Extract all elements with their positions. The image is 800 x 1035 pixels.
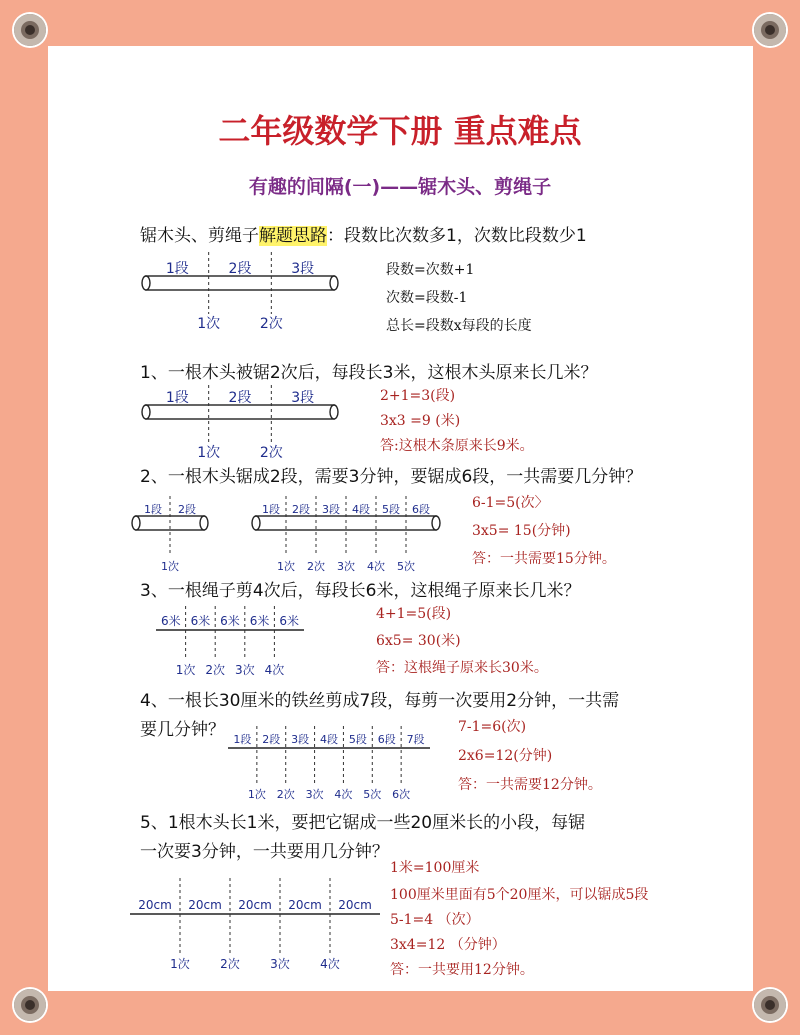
question-4-line-2: 要几分钟？ (140, 720, 225, 740)
segment-label: 20cm (288, 898, 322, 912)
q3-step-1: 4+1=5(段) (376, 606, 452, 622)
segment-label: 5段 (382, 503, 400, 516)
segment-label: 1段 (262, 503, 280, 516)
cut-label: 1次 (161, 560, 179, 573)
formula-2: 次数=段数-1 (386, 290, 468, 306)
segment-label: 3段 (322, 503, 340, 516)
formula-1: 段数=次数+1 (386, 262, 475, 278)
segment-label: 6米 (190, 614, 211, 628)
intro-rest: ：段数比次数多1，次数比段数少1 (327, 226, 587, 246)
q4-step-1: 7-1=6(次) (458, 719, 527, 735)
cut-label: 6次 (392, 788, 411, 801)
segment-label: 6段 (377, 733, 396, 746)
q1-answer: 答:这根木条原来长9米。 (380, 438, 534, 454)
cut-label: 3次 (234, 663, 255, 677)
q1-step-1: 2+1=3(段) (380, 388, 456, 404)
diagram-log-q5 (124, 876, 386, 970)
cut-label: 2次 (276, 788, 295, 801)
formula-3: 总长=段数x每段的长度 (386, 318, 532, 334)
cut-label: 5次 (363, 788, 382, 801)
page-title: 二年级数学下册 重点难点 (218, 112, 582, 150)
segment-label: 1段 (144, 503, 162, 516)
segment-label: 2段 (262, 733, 281, 746)
cut-label: 1次 (175, 663, 196, 677)
cut-label: 2次 (205, 663, 226, 677)
pin-bottom-right (754, 989, 786, 1021)
segment-label: 20cm (238, 898, 272, 912)
segment-label: 1段 (165, 390, 189, 406)
q5-step-4: 3x4=12 （分钟） (390, 937, 506, 953)
question-5-line-2: 一次要3分钟，一共要用几分钟？ (140, 842, 389, 862)
cut-label: 1次 (170, 957, 190, 971)
intro-highlight: 解题思路 (259, 226, 327, 246)
pin-top-left (14, 14, 46, 46)
log-end-left (252, 516, 260, 530)
diagram-rope-q3 (150, 604, 310, 676)
segment-label: 2段 (178, 503, 196, 516)
cut-label: 2次 (307, 560, 325, 573)
cut-label: 4次 (320, 957, 340, 971)
question-5-line-1: 5、1根木头长1米，要把它锯成一些20厘米长的小段，每锯 (140, 813, 586, 833)
question-4-line-1: 4、一根长30厘米的铁丝剪成7段，每剪一次要用2分钟，一共需 (140, 691, 620, 711)
cut-label: 2次 (259, 316, 283, 332)
diagram-log-q1 (140, 383, 340, 459)
q4-step-2: 2x6=12(分钟) (458, 748, 553, 764)
segment-label: 2段 (228, 390, 252, 406)
segment-label: 6米 (160, 614, 181, 628)
q2-answer: 答：一共需要15分钟。 (472, 551, 616, 567)
cut-label: 5次 (397, 560, 415, 573)
segment-label: 6米 (220, 614, 240, 628)
segment-label: 1段 (233, 733, 252, 746)
page-subtitle: 有趣的间隔(一)——锯木头、剪绳子 (248, 176, 552, 198)
diagram-log-intro (140, 250, 340, 330)
q5-step-1: 1米=100厘米 (390, 860, 480, 876)
q5-answer: 答：一共要用12分钟。 (390, 962, 534, 978)
q4-answer: 答：一共需要12分钟。 (458, 777, 602, 793)
cut-label: 2次 (259, 445, 283, 461)
segment-label: 20cm (188, 898, 222, 912)
cut-label: 2次 (220, 957, 240, 971)
q1-step-2: 3x3 =9 (米) (380, 413, 461, 429)
segment-label: 2段 (292, 503, 310, 516)
question-2: 2、一根木头锯成2段，需要3分钟，要锯成6段，一共需要几分钟？ (140, 467, 643, 487)
q5-step-3: 5-1=4 （次） (390, 912, 480, 928)
cut-label: 1次 (197, 445, 221, 461)
log-end-right (432, 516, 440, 530)
segment-label: 3段 (291, 261, 315, 277)
cut-label: 3次 (305, 788, 324, 801)
segment-label: 1段 (165, 261, 189, 277)
cut-label: 3次 (270, 957, 290, 971)
log-body (146, 276, 334, 290)
cut-label: 4次 (264, 663, 285, 677)
diagram-log-q2-large (250, 494, 442, 572)
log-body (146, 405, 334, 419)
cut-label: 1次 (197, 316, 221, 332)
log-end-right (200, 516, 208, 530)
q3-answer: 答：这根绳子原来长30米。 (376, 660, 548, 676)
segment-label: 6米 (249, 614, 270, 628)
segment-label: 4段 (320, 733, 338, 746)
q2-step-1: 6-1=5(次〉 (472, 495, 549, 511)
cut-label: 4次 (334, 788, 353, 801)
cut-label: 1次 (277, 560, 295, 573)
log-end-left (142, 405, 150, 419)
intro-line (140, 221, 587, 246)
segment-label: 20cm (138, 898, 172, 912)
log-end-left (132, 516, 140, 530)
segment-label: 3段 (291, 390, 315, 406)
segment-label: 6段 (412, 503, 430, 516)
log-end-right (330, 405, 338, 419)
diagram-wire-q4 (222, 724, 436, 800)
segment-label: 7段 (406, 733, 425, 746)
question-3: 3、一根绳子剪4次后，每段长6米，这根绳子原来长几米？ (140, 581, 581, 601)
cut-label: 4次 (367, 560, 385, 573)
q3-step-2: 6x5= 30(米) (376, 633, 461, 649)
question-1: 1、一根木头被锯2次后，每段长3米，这根木头原来长几米？ (140, 363, 598, 383)
diagram-log-q2-small (130, 494, 210, 572)
q2-step-2: 3x5= 15(分钟) (472, 523, 571, 539)
segment-label: 5段 (348, 733, 367, 746)
segment-label: 20cm (338, 898, 372, 912)
segment-label: 3段 (291, 733, 310, 746)
segment-label: 4段 (352, 503, 370, 516)
cut-label: 1次 (247, 788, 266, 801)
segment-label: 6米 (279, 614, 300, 628)
log-end-right (330, 276, 338, 290)
q5-step-2: 100厘米里面有5个20厘米，可以锯成5段 (390, 887, 649, 903)
cut-label: 3次 (337, 560, 355, 573)
intro-lead: 锯木头、剪绳子 (140, 226, 259, 246)
pin-top-right (754, 14, 786, 46)
segment-label: 2段 (228, 261, 252, 277)
pin-bottom-left (14, 989, 46, 1021)
log-end-left (142, 276, 150, 290)
